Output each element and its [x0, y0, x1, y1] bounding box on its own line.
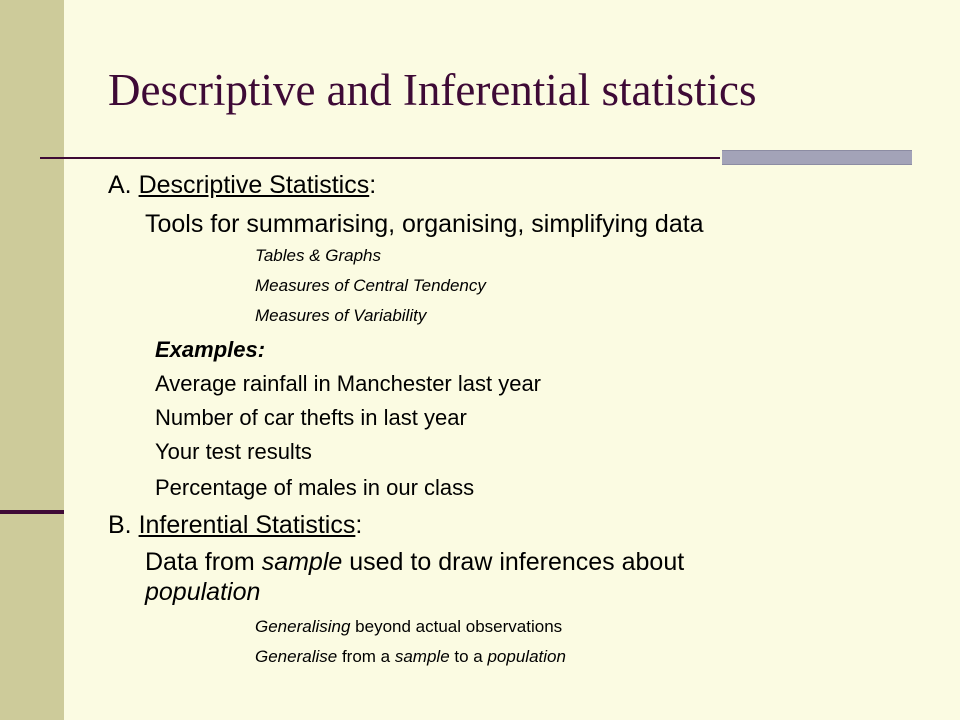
tool-item: Tables & Graphs: [255, 246, 381, 265]
example-item: Number of car thefts in last year: [155, 405, 467, 430]
sidebar-band: [0, 0, 64, 720]
section-a-heading: A. Descriptive Statistics:: [108, 171, 377, 199]
section-b-heading: B. Inferential Statistics:: [108, 511, 363, 539]
inference-point: Generalising beyond actual observations: [255, 617, 563, 636]
sidebar-rule: [0, 510, 64, 514]
example-item: Your test results: [155, 439, 312, 464]
slide-title: Descriptive and Inferential statistics: [108, 65, 757, 115]
example-item: Average rainfall in Manchester last year: [155, 371, 542, 396]
title-accent-bar: [722, 150, 912, 165]
examples-label: Examples:: [155, 337, 266, 362]
section-b-description-cont: population: [145, 578, 261, 606]
tool-item: Measures of Central Tendency: [255, 276, 486, 295]
inference-point: Generalise from a sample to a population: [255, 647, 566, 666]
section-b-description: Data from sample used to draw inferences about: [145, 548, 685, 576]
section-a-description: Tools for summarising, organising, simplifying data: [145, 210, 704, 238]
title-rule: [40, 157, 720, 159]
tool-item: Measures of Variability: [255, 306, 427, 325]
example-item: Percentage of males in our class: [155, 475, 475, 500]
